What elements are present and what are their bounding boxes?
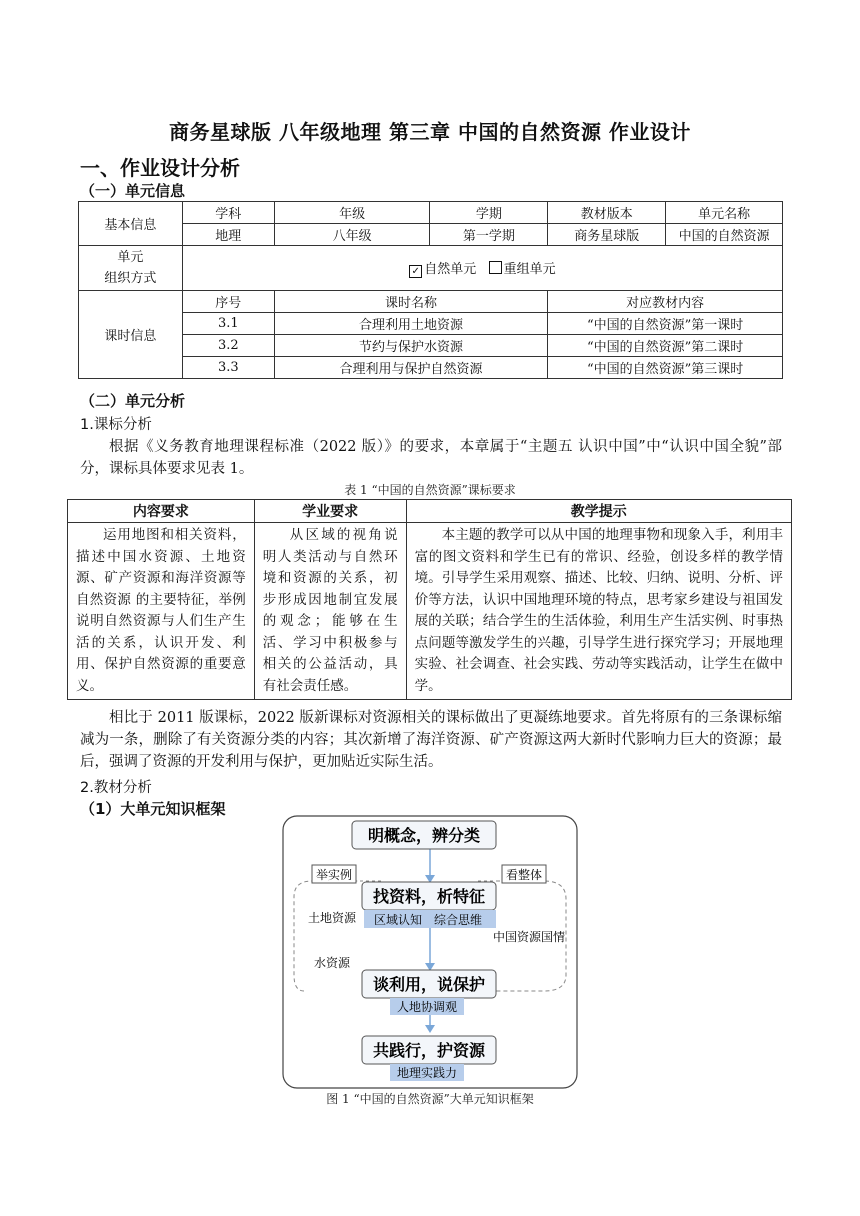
header-unit-name: 单元名称 xyxy=(666,202,783,224)
lesson-no: 3.3 xyxy=(182,357,274,379)
lesson-content: “中国的自然资源”第一课时 xyxy=(548,313,783,335)
teaching-tip-text: 本主题的教学可以从中国的地理事物和现象入手，利用丰富的图文资料和学生已有的常识、经验，创设多样的教学情境。引导学生采用观察、描述、比较、归纳、说明、分析、评价等方法，认识中国地理环境的特点，思考家乡建设与祖国发展的关联；结合学生的生活体验，利用生产生活实例、时事热点问题等激发学生的兴趣，引导学生进行探究学习；开展地理实验、社会调查、社会实践、劳动等实践活动，让学生在做中学。 xyxy=(406,523,791,700)
step3-tag: 人地协调观 xyxy=(396,1000,458,1014)
heading-framework: （1）大单元知识框架 xyxy=(80,800,226,818)
left-item: 水资源 xyxy=(313,956,351,970)
paragraph-curriculum: 根据《义务教育地理课程标准（2022 版）》的要求，本章属于“主题五 认识中国”中“认识中国全貌”部分，课标具体要求见表 1。 xyxy=(80,439,782,477)
subheading-unit-analysis: （二）单元分析 xyxy=(80,392,186,410)
step2-label: 找资料，析特征 xyxy=(372,887,486,906)
right-label: 看整体 xyxy=(505,868,543,882)
section-heading-analysis: 一、作业设计分析 xyxy=(80,156,240,180)
lesson-content: “中国的自然资源”第二课时 xyxy=(548,335,783,357)
lesson-header-name: 课时名称 xyxy=(274,291,548,313)
figure1-caption: 图 1 “中国的自然资源”大单元知识框架 xyxy=(326,1092,534,1106)
lesson-no: 3.1 xyxy=(182,313,274,335)
step4-tag: 地理实践力 xyxy=(396,1066,458,1080)
header-content-req: 内容要求 xyxy=(68,500,255,523)
header-subject: 学科 xyxy=(182,202,274,224)
right-item: 中国资源国情 xyxy=(492,930,566,944)
empty-box-icon xyxy=(489,261,502,274)
lesson-name: 合理利用土地资源 xyxy=(274,313,548,335)
step1-label: 明概念，辨分类 xyxy=(367,826,481,845)
header-term: 学期 xyxy=(430,202,548,224)
lesson-name: 合理利用与保护自然资源 xyxy=(274,357,548,379)
lesson-header-no: 序号 xyxy=(182,291,274,313)
value-grade: 八年级 xyxy=(274,224,430,246)
academic-req-text: 从区域的视角说明人类活动与自然环境和资源的关系，初步形成因地制宜发展的观念；能够在生活、学习中积极参与相关的公益活动，具有社会责任感。 xyxy=(254,523,406,700)
heading-curriculum-analysis: 1.课标分析 xyxy=(80,417,152,433)
header-edition: 教材版本 xyxy=(548,202,666,224)
unit-info-table xyxy=(78,201,783,379)
org-regroup: 重组单元 xyxy=(503,262,556,277)
left-item: 土地资源 xyxy=(307,911,357,925)
value-edition: 商务星球版 xyxy=(548,224,666,246)
org-options xyxy=(182,246,782,291)
curriculum-requirements-table xyxy=(67,499,792,700)
document-title: 商务星球版 八年级地理 第三章 中国的自然资源 作业设计 xyxy=(169,120,691,144)
subheading-unit-info: （一）单元信息 xyxy=(80,182,186,200)
header-teaching-tip: 教学提示 xyxy=(406,500,791,523)
left-label: 举实例 xyxy=(315,868,353,882)
step2-tag: 综合思维 xyxy=(433,913,483,927)
basic-info-label: 基本信息 xyxy=(79,202,183,246)
paragraph-comparison: 相比于 2011 版课标，2022 版新课标对资源相关的课标做出了更凝练地要求。首先将原有的三条课标缩减为一条，删除了有关资源分类的内容；其次新增了海洋资源、矿产资源这两大新时代影响力巨大的资源；最后，强调了资源的开发利用与保护，更加贴近实际生活。 xyxy=(80,710,782,770)
value-term: 第一学期 xyxy=(430,224,548,246)
step2-tag: 区域认知 xyxy=(373,913,423,927)
step3-label: 谈利用，说保护 xyxy=(372,975,486,994)
lesson-info-label: 课时信息 xyxy=(79,291,183,379)
value-subject: 地理 xyxy=(182,224,274,246)
lesson-no: 3.2 xyxy=(182,335,274,357)
lesson-content: “中国的自然资源”第三课时 xyxy=(548,357,783,379)
knowledge-framework-figure xyxy=(282,815,578,1089)
checked-box-icon: ✓ xyxy=(409,265,422,278)
org-label: 单元 组织方式 xyxy=(79,246,183,291)
lesson-name: 节约与保护水资源 xyxy=(274,335,548,357)
table1-caption: 表 1 “中国的自然资源”课标要求 xyxy=(344,483,516,497)
lesson-header-content: 对应教材内容 xyxy=(548,291,783,313)
header-academic-req: 学业要求 xyxy=(254,500,406,523)
header-grade: 年级 xyxy=(274,202,430,224)
content-req-text: 运用地图和相关资料，描述中国水资源、土地资源、矿产资源和海洋资源等 自然资源 的主要特征，举例说明自然资源与人们生产生活的关系，认识开发、利用、保护自然资源的重要意义。 xyxy=(68,523,255,700)
step4-label: 共践行，护资源 xyxy=(372,1041,486,1060)
value-unit-name: 中国的自然资源 xyxy=(666,224,783,246)
org-natural: 自然单元 xyxy=(424,262,477,277)
heading-textbook-analysis: 2.教材分析 xyxy=(80,780,152,796)
